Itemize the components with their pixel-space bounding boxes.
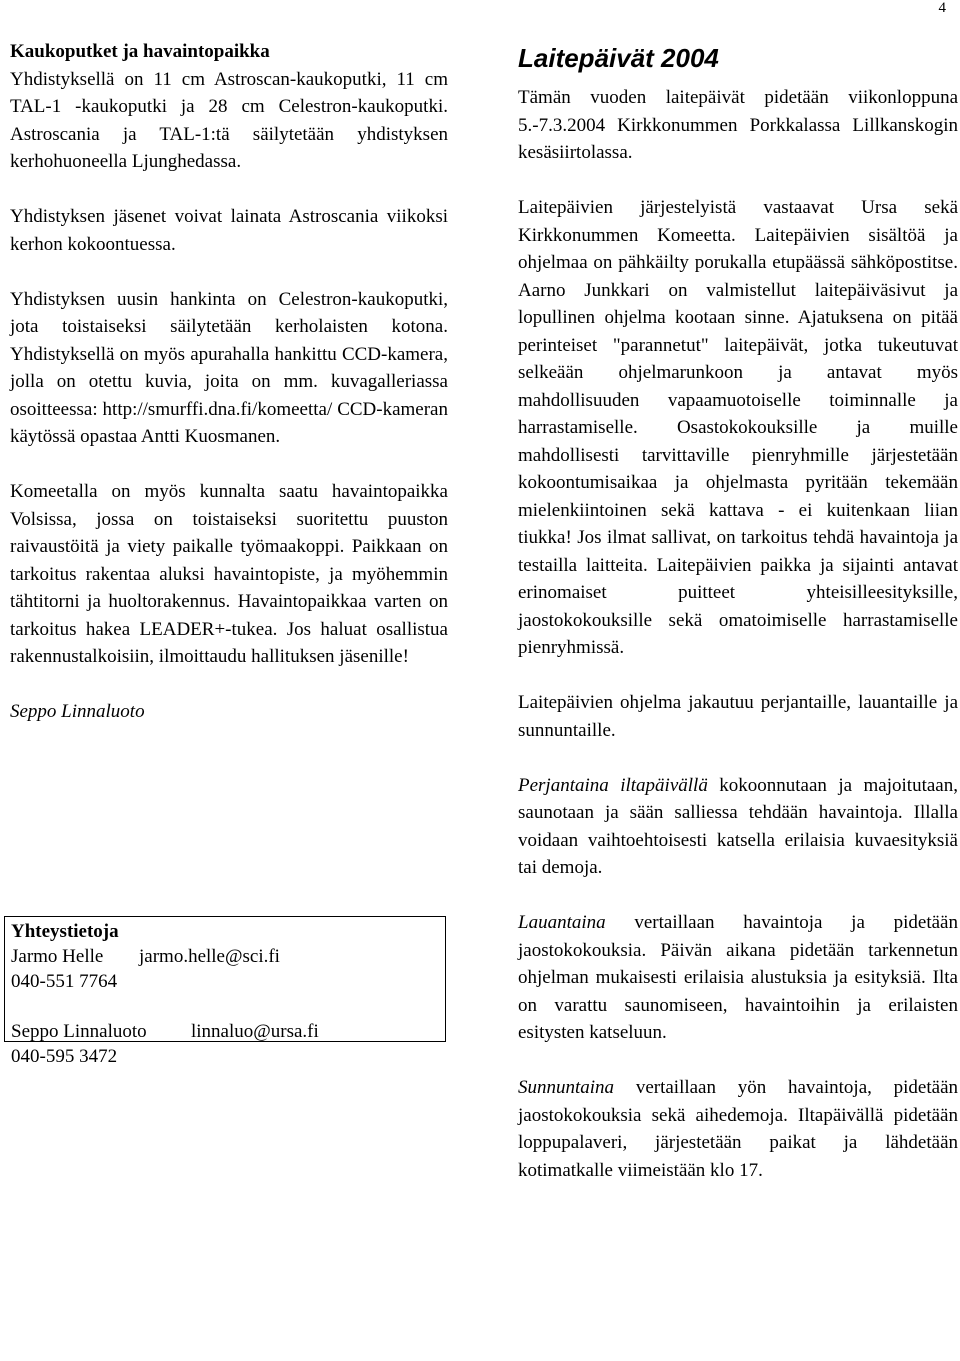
- page-number: 4: [938, 0, 946, 16]
- contact-email[interactable]: linnaluo@ursa.fi: [191, 1021, 319, 1042]
- contact-box: [4, 916, 446, 1067]
- article-title: Laitepäivät 2004: [518, 43, 719, 73]
- contact-email[interactable]: jarmo.helle@sci.fi: [139, 946, 280, 967]
- contact-phone: 040-595 3472: [11, 1046, 118, 1067]
- paragraph-lending: Yhdistyksen jäsenet voivat lainata Astroscania viikoksi kerhon kokoontuessa.: [10, 206, 448, 255]
- contact-title: Yhteystietoja: [11, 921, 119, 942]
- paragraph-saturday: Lauantaina vertaillaan havaintoja ja pidetään jaostokokouksia. Päivän aikana pidetään tarkennetun ohjelman mukaisesti erilaisia alustuksia ja esityksiä. Ilta on varattu saunomiseen, havaintoihin ja erilaisten esitysten katseluun.: [518, 912, 958, 1043]
- paragraph-program: Laitepäivien ohjelma jakautuu perjantaille, lauantaille ja sunnuntaille.: [518, 692, 958, 741]
- day-label: Lauantaina: [518, 912, 606, 933]
- paragraph-sunday: Sunnuntaina vertaillaan yön havaintoja, pidetään jaostokokouksia sekä aihedemoja. Iltapäivällä pidetään loppupalaveri, järjestetään paikat ja lähdetään kotimatkalle viimeistään klo 17.: [518, 1077, 958, 1181]
- right-column: [518, 38, 958, 1184]
- left-column: [10, 38, 448, 726]
- day-label: Sunnuntaina: [518, 1077, 615, 1098]
- paragraph-intro: Tämän vuoden laitepäivät pidetään viikonloppuna 5.-7.3.2004 Kirkkonummen Porkkalassa Lillkanskogin kesäsiirtolassa.: [518, 87, 958, 163]
- paragraph-organizers: Laitepäivien järjestelyistä vastaavat Ursa sekä Kirkkonummen Komeetta. Laitepäivien sisältöä ja ohjelmaa on pähkäilty porukalla etupäässä sähköpostitse. Aarno Junkkari on valmistellut laitepäiväsivut ja lopullinen ohjelma kootaan sinne. Ajatuksena on pitää perinteiset "parannetut" laitepäivät, jotka tukeutuvat selkeään ohjelmarunkoon ja antavat myös mahdollisuuden vapaamuotoiselle toiminnalle ja harrastamiselle. Osastokokouksille ja muille mahdollisesti tarvittaville pienryhmille järjestetään kokoontumisaikaa ja ohjelmasta pyritään tekemään mielenkiintoinen sekä kattava - ei kuitenkaan liian tiukka! Jos ilmat sallivat, on tarkoitus tehdä havaintoja ja testailla laitteita. Laitepäivien paikka ja sijainti antavat erinomaiset puitteet yhteisilleesityksille, jaostokokouksille sekä omatoimiselle harrastamiselle pienryhmissä.: [518, 197, 958, 658]
- paragraph-friday: Perjantaina iltapäivällä kokoonnutaan ja majoitutaan, saunotaan ja sään salliessa tehdään havaintoja. Illalla voidaan vaihtoehtoisesti katsella erilaisia kuvaesityksiä tai demoja.: [518, 774, 958, 878]
- paragraph-telescopes: Yhdistyksellä on 11 cm Astroscan-kaukoputki, 11 cm TAL-1 -kaukoputki ja 28 cm Celestron-kaukoputki. Astroscania ja TAL-1:tä säilytetään yhdistyksen kerhohuoneella Ljunghedassa.: [10, 68, 448, 172]
- day-label: Perjantaina iltapäivällä: [518, 774, 708, 796]
- contact-phone: 040-551 7764: [11, 971, 118, 992]
- author-signature: Seppo Linnaluoto: [10, 701, 145, 722]
- paragraph-celestron: Yhdistyksen uusin hankinta on Celestron-kaukoputki, jota toistaiseksi säilytetään kerholaisten kotona. Yhdistyksellä on myös apurahalla hankittu CCD-kamera, jolla on otettu kuvia, joita on mm. kuvagalleriassa osoitteessa: http://smurffi.dna.fi/komeetta/ CCD-kameran käytössä opastaa Antti Kuosmanen.: [10, 288, 448, 447]
- contact-name: Jarmo Helle: [11, 946, 104, 967]
- paragraph-observing-site: Komeetalla on myös kunnalta saatu havaintopaikka Volsissa, jossa on toistaiseksi suoritettu puuston raivaustöitä ja viety paikalle työmaakoppi. Paikkaan on tarkoitus rakentaa aluksi havaintopiste, ja myöhemmin tähtitorni ja huoltorakennus. Havaintopaikkaa varten on tarkoitus hakea LEADER+-tukea. Jos haluat osallistua rakennustalkoisiin, ilmoittaudu hallituksen jäsenille!: [10, 481, 448, 667]
- contact-name: Seppo Linnaluoto: [11, 1021, 147, 1042]
- section-heading-telescopes: Kaukoputket ja havaintopaikka: [10, 41, 270, 62]
